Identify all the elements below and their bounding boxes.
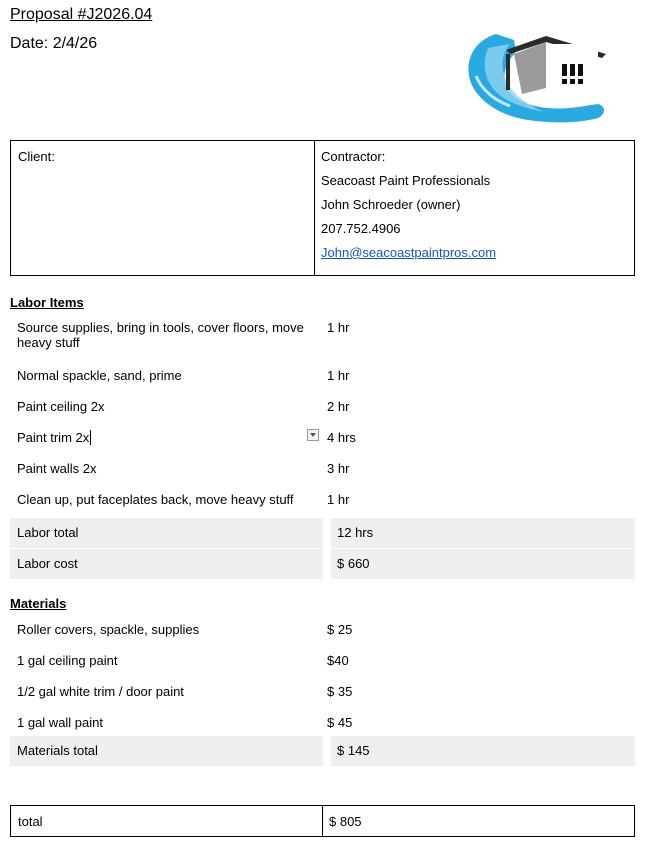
grand-total-label[interactable]: total: [11, 806, 323, 836]
materials-total-label: Materials total: [10, 736, 323, 766]
table-row[interactable]: [10, 461, 635, 492]
labor-cost-label: Labor cost: [10, 549, 323, 579]
item-value: $ 35: [327, 684, 353, 699]
table-row[interactable]: [10, 622, 635, 653]
labor-total-label: Labor total: [10, 518, 323, 548]
grand-total-value[interactable]: $ 805: [329, 814, 362, 829]
item-value: 3 hr: [327, 461, 350, 476]
email-link[interactable]: John@seacoastpaintpros.com: [321, 245, 497, 260]
item-desc: Roller covers, spackle, supplies: [17, 622, 200, 637]
item-desc[interactable]: [10, 430, 315, 461]
materials-total-row[interactable]: [10, 736, 635, 766]
proposal-date: Date: 2/4/26: [10, 35, 98, 52]
grand-total-table: [10, 805, 635, 837]
item-desc: 1 gal ceiling paint: [17, 653, 118, 668]
item-desc-text: Paint trim 2x: [17, 430, 90, 445]
owner-name: John Schroeder (owner): [321, 197, 461, 212]
item-value: 1 hr: [327, 492, 350, 507]
table-row[interactable]: [10, 368, 635, 399]
item-desc: Clean up, put faceplates back, move heavy stuff: [17, 492, 294, 507]
item-desc: 1/2 gal white trim / door paint: [17, 684, 184, 699]
item-value: 2 hr: [327, 399, 350, 414]
labor-total-row[interactable]: [10, 518, 635, 548]
item-value: 1 hr: [327, 368, 350, 383]
item-desc: Normal spackle, sand, prime: [17, 368, 182, 383]
table-row[interactable]: [10, 399, 635, 430]
item-desc: Source supplies, bring in tools, cover floors, move heavy stuff: [17, 320, 304, 350]
phone-number: 207.752.4906: [321, 221, 401, 236]
item-desc: Paint ceiling 2x: [17, 399, 105, 414]
text-cursor: [90, 430, 91, 445]
materials-heading: Materials: [10, 596, 67, 611]
table-row[interactable]: [10, 715, 635, 736]
contractor-cell[interactable]: [315, 141, 634, 275]
labor-total-value: 12 hrs: [331, 518, 635, 548]
item-desc: Paint walls 2x: [17, 461, 97, 476]
table-row[interactable]: [10, 320, 635, 368]
proposal-number: Proposal #J2026.04: [10, 6, 153, 23]
item-desc: 1 gal wall paint: [17, 715, 103, 730]
item-value: 4 hrs: [327, 430, 356, 445]
house-paint-splash-logo: [466, 28, 608, 128]
table-row[interactable]: [10, 430, 635, 461]
client-cell[interactable]: [11, 141, 315, 275]
dropdown-chevron-icon[interactable]: [307, 429, 319, 441]
company-name: Seacoast Paint Professionals: [321, 173, 491, 188]
table-row[interactable]: [10, 684, 635, 715]
table-row[interactable]: [10, 653, 635, 684]
labor-items-table: [10, 320, 635, 579]
client-label: Client:: [18, 149, 55, 164]
item-value: $40: [327, 653, 349, 668]
labor-cost-value: $ 660: [331, 549, 635, 579]
materials-total-value: $ 145: [331, 736, 635, 766]
item-value: $ 25: [327, 622, 353, 637]
item-value: $ 45: [327, 715, 353, 730]
contractor-label: Contractor:: [321, 149, 386, 164]
materials-table: [10, 622, 635, 766]
labor-cost-row[interactable]: [10, 549, 635, 579]
client-contractor-table: [10, 140, 635, 276]
item-value: 1 hr: [327, 320, 350, 335]
labor-items-heading: Labor Items: [10, 295, 84, 310]
table-row[interactable]: [10, 492, 635, 508]
